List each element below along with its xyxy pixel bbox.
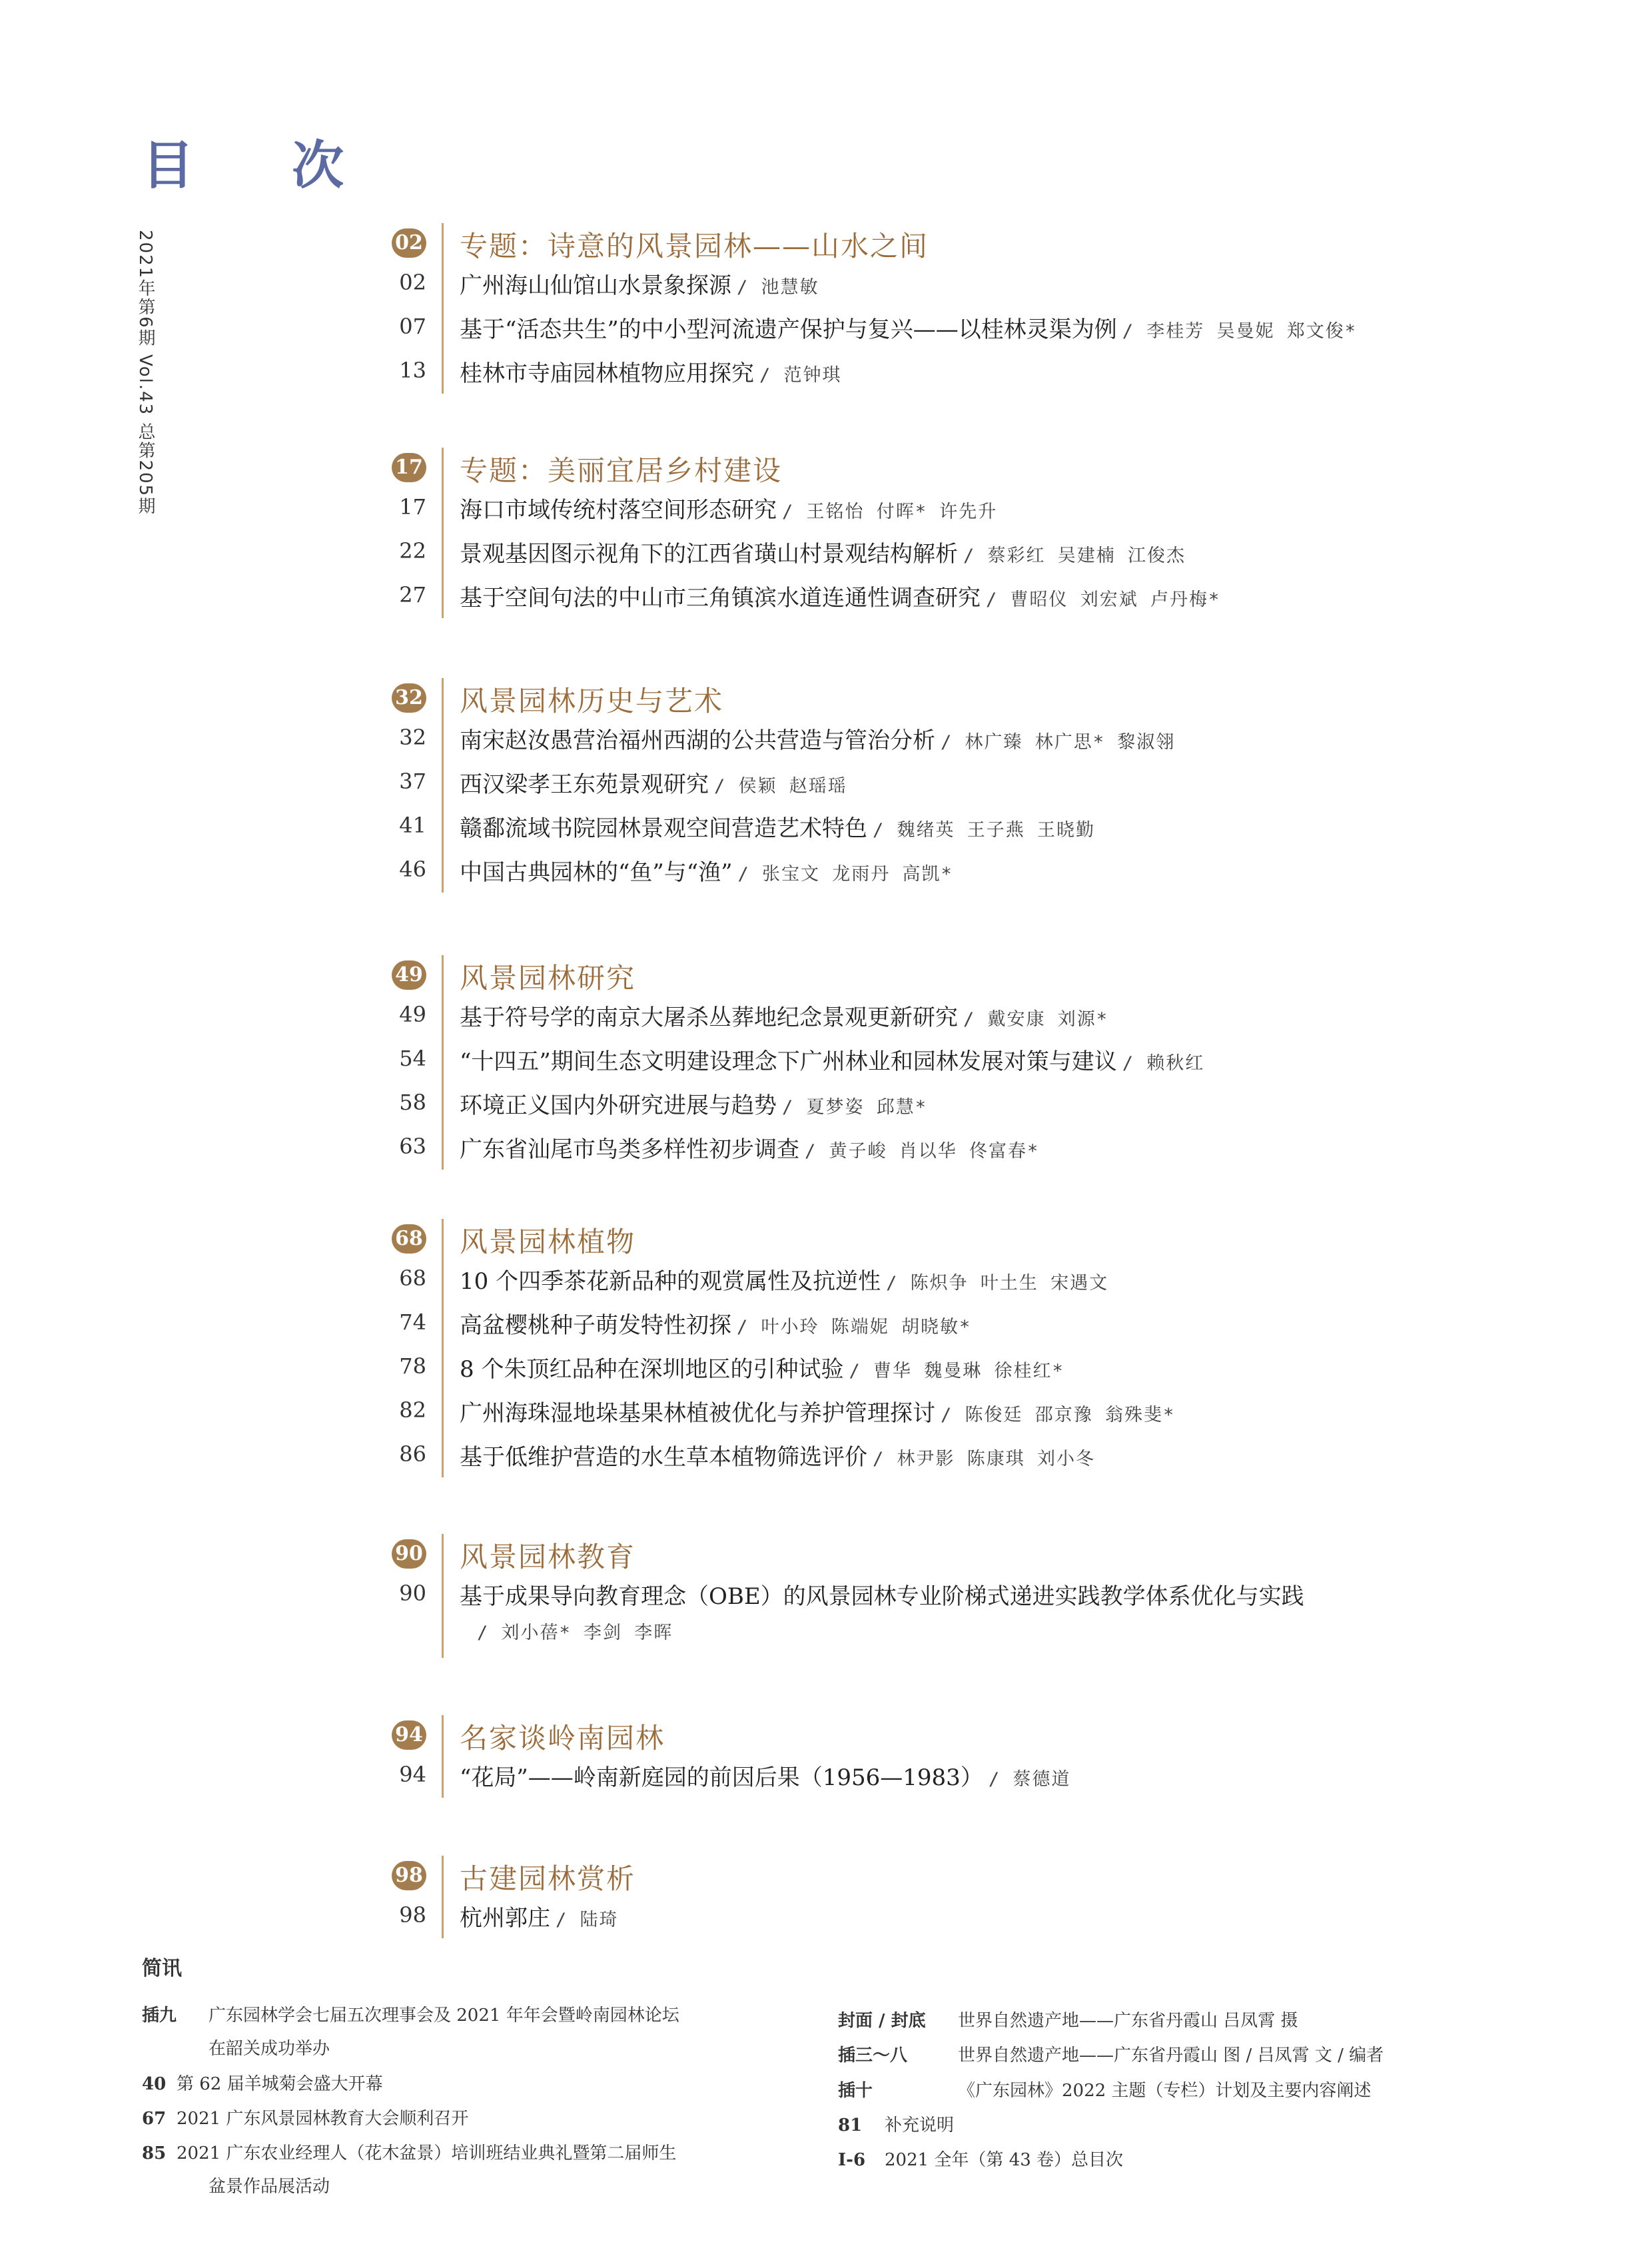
entry-title-text: 广州海山仙馆山水景象探源: [460, 272, 731, 299]
entry-title-text: 广东省汕尾市鸟类多样性初步调查: [460, 1136, 799, 1163]
section-rule: [442, 1219, 444, 1477]
section-rule: [442, 1534, 444, 1658]
brief-text: 广东园林学会七届五次理事会及 2021 年年会暨岭南园林论坛: [208, 2006, 679, 2026]
entry-title: [460, 766, 847, 799]
section-header: [0, 1534, 1652, 1574]
section-header: [0, 1715, 1652, 1755]
entry-title: [460, 267, 819, 300]
toc-entry[interactable]: [0, 1348, 1652, 1388]
brief-text: 在韶关成功举办: [208, 2039, 330, 2059]
section-title: 风景园林研究: [460, 962, 636, 994]
entry-page-number: 98: [399, 1902, 426, 1928]
entry-title-text: “花局”——岭南新庭园的前因后果（1956—1983）: [460, 1764, 983, 1791]
entry-authors: / 张宝文 龙雨丹 高凯*: [737, 864, 953, 885]
section-header: [0, 223, 1652, 263]
brief-label: 插九: [142, 2006, 177, 2026]
brief-item-right: [838, 2077, 1371, 2101]
toc-entry[interactable]: [0, 1260, 1652, 1300]
entry-title: [460, 1263, 1108, 1296]
entry-page-number: 54: [399, 1046, 426, 1071]
brief-item-left: [142, 2002, 679, 2026]
toc-entry[interactable]: [0, 763, 1652, 803]
entry-authors: / 李桂芳 吴曼妮 郑文俊*: [1122, 321, 1358, 342]
entry-title: [460, 1087, 927, 1120]
section-title: 名家谈岭南园林: [460, 1722, 665, 1754]
toc-entry[interactable]: [0, 1756, 1652, 1796]
brief-text: 2021 广东风景园林教育大会顺利召开: [177, 2109, 469, 2129]
entry-title-text: 广州海珠湿地垛基果林植被优化与养护管理探讨: [460, 1400, 935, 1427]
entry-title: [460, 1131, 1039, 1164]
section-header: [0, 1219, 1652, 1259]
entry-title-text: 10 个四季茶花新品种的观赏属性及抗逆性: [460, 1268, 881, 1295]
section-rule: [442, 223, 444, 394]
entry-title-text: 基于成果导向教育理念（OBE）的风景园林专业阶梯式递进实践教学体系优化与实践: [460, 1583, 1304, 1610]
entry-authors: / 刘小蓓* 李剑 李晖: [477, 1623, 673, 1643]
entry-title: [460, 854, 953, 887]
entry-title: [460, 355, 842, 388]
section-title: 风景园林植物: [460, 1226, 636, 1258]
issue-info: 2021年第6期 Vol.43 总第205期: [135, 230, 155, 516]
entry-title-text: 西汉梁孝王东苑景观研究: [460, 771, 709, 798]
entry-title: [460, 999, 1108, 1032]
toc-entry[interactable]: [0, 533, 1652, 573]
section-header: [0, 448, 1652, 488]
entry-page-number: 58: [399, 1090, 426, 1115]
entry-page-number: 63: [399, 1134, 426, 1159]
section-page-badge: 49: [392, 960, 426, 990]
entry-authors: / 曹昭仪 刘宏斌 卢丹梅*: [986, 589, 1221, 610]
section-rule: [442, 1715, 444, 1798]
entry-authors: / 蔡德道: [988, 1769, 1071, 1790]
entry-authors: / 池慧敏: [737, 277, 819, 298]
entry-title: [460, 1900, 619, 1932]
entry-page-number: 13: [399, 358, 426, 383]
entry-title: [460, 810, 1095, 843]
entry-title-text: 环境正义国内外研究进展与趋势: [460, 1092, 777, 1119]
section-rule: [442, 448, 444, 618]
entry-authors: / 戴安康 刘源*: [963, 1009, 1109, 1030]
entry-title-text: 景观基因图示视角下的江西省璜山村景观结构解析: [460, 541, 958, 567]
entry-title: [460, 1043, 1204, 1076]
brief-text: 《广东园林》2022 主题（专栏）计划及主要内容阐述: [958, 2081, 1372, 2101]
entry-title: [460, 1439, 1095, 1471]
entry-authors: / 叶小玲 陈端妮 胡晓敏*: [737, 1317, 972, 1337]
page-title: 目 次: [142, 135, 384, 196]
toc-entry[interactable]: [0, 1128, 1652, 1168]
entry-title-text: “十四五”期间生态文明建设理念下广州林业和园林发展对策与建议: [460, 1048, 1117, 1075]
entry-authors: / 赖秋红: [1122, 1053, 1205, 1074]
toc-entry[interactable]: [0, 489, 1652, 529]
entry-title: [460, 1759, 1070, 1792]
brief-item-left: [142, 2173, 330, 2197]
entry-authors: / 曹华 魏曼琳 徐桂红*: [849, 1361, 1064, 1381]
entry-page-number: 22: [399, 538, 426, 563]
entry-title: [460, 1307, 971, 1339]
section-rule: [442, 955, 444, 1170]
briefs-heading: 简讯: [142, 1957, 182, 1980]
entry-page-number: 78: [399, 1353, 426, 1379]
entry-authors: / 范钟琪: [759, 365, 842, 386]
section-page-badge: 68: [392, 1224, 426, 1254]
entry-authors: / 黄子峻 肖以华 佟富春*: [805, 1141, 1040, 1162]
section-title: 古建园林赏析: [460, 1862, 636, 1895]
brief-text: 盆景作品展活动: [208, 2177, 330, 2197]
entry-page-number: 37: [399, 769, 426, 794]
section-page-badge: 32: [392, 683, 426, 713]
section-header: [0, 678, 1652, 718]
toc-entry[interactable]: [0, 719, 1652, 759]
brief-text: 世界自然遗产地——广东省丹霞山 图 / 吕凤霄 文 / 编者: [958, 2046, 1384, 2065]
entry-title: [460, 579, 1220, 612]
toc-entry[interactable]: [0, 1304, 1652, 1344]
entry-title-text: 桂林市寺庙园林植物应用探究: [460, 360, 754, 387]
brief-text: 补充说明: [885, 2115, 955, 2135]
entry-page-number: 68: [399, 1266, 426, 1291]
entry-authors: / 侯颖 赵瑶瑶: [714, 776, 847, 797]
section-page-badge: 90: [392, 1539, 426, 1569]
brief-label: 插三～八: [838, 2046, 908, 2065]
brief-label: 67: [142, 2109, 167, 2129]
section-header: [0, 1856, 1652, 1896]
toc-entry[interactable]: [0, 308, 1652, 348]
section-header: [0, 955, 1652, 995]
entry-title-text: 8 个朱顶红品种在深圳地区的引种试验: [460, 1356, 844, 1383]
entry-authors: / 蔡彩红 吴建楠 江俊杰: [963, 546, 1186, 566]
toc-entry[interactable]: [0, 1392, 1652, 1432]
entry-title: [460, 722, 1175, 755]
entry-page-number: 32: [399, 725, 426, 750]
entry-title: [460, 1578, 1304, 1611]
entry-page-number: 86: [399, 1441, 426, 1467]
entry-authors: / 夏梦姿 邱慧*: [782, 1097, 928, 1118]
entry-page-number: 17: [399, 494, 426, 520]
toc-entry[interactable]: [0, 1575, 1652, 1655]
brief-text: 世界自然遗产地——广东省丹霞山 吕凤霄 摄: [958, 2011, 1298, 2031]
entry-title: [460, 311, 1357, 344]
section-title: 风景园林教育: [460, 1541, 636, 1573]
section-page-badge: 94: [392, 1720, 426, 1750]
entry-page-number: 74: [399, 1309, 426, 1335]
brief-label: 40: [142, 2074, 167, 2094]
toc-entry[interactable]: [0, 996, 1652, 1036]
entry-title: [460, 492, 997, 524]
section-page-badge: 02: [392, 228, 426, 258]
entry-authors: / 林广臻 林广思* 黎淑翎: [941, 732, 1176, 753]
entry-page-number: 02: [399, 270, 426, 295]
brief-text: 第 62 届羊城菊会盛大开幕: [177, 2074, 383, 2094]
brief-item-right: [838, 2111, 954, 2136]
section-title: 专题：诗意的风景园林——山水之间: [460, 230, 929, 262]
entry-title-text: 基于符号学的南京大屠杀丛葬地纪念景观更新研究: [460, 1004, 958, 1031]
toc-entry[interactable]: [0, 1040, 1652, 1080]
brief-text: 2021 全年（第 43 卷）总目次: [885, 2150, 1124, 2170]
toc-entry[interactable]: [0, 807, 1652, 847]
section-rule: [442, 1856, 444, 1938]
toc-entry[interactable]: [0, 1436, 1652, 1476]
entry-title-text: 南宋赵汝愚营治福州西湖的公共营造与管治分析: [460, 727, 935, 754]
entry-title-text: 基于“活态共生”的中小型河流遗产保护与复兴——以桂林灵渠为例: [460, 316, 1117, 343]
section-page-badge: 17: [392, 453, 426, 482]
entry-title: [460, 1351, 1064, 1383]
brief-item-left: [142, 2070, 383, 2095]
entry-title-text: 中国古典园林的“鱼”与“渔”: [460, 859, 733, 886]
entry-title-text: 基于空间句法的中山市三角镇滨水道连通性调查研究: [460, 585, 981, 611]
entry-authors: / 陈俊廷 邵京豫 翁殊斐*: [941, 1405, 1176, 1425]
entry-page-number: 82: [399, 1397, 426, 1423]
section-title: 风景园林历史与艺术: [460, 685, 724, 717]
toc-entry[interactable]: [0, 352, 1652, 392]
section-rule: [442, 678, 444, 893]
brief-item-right: [838, 2146, 1123, 2171]
entry-authors: / 陆琦: [556, 1910, 619, 1930]
toc-entry[interactable]: [0, 851, 1652, 891]
brief-label: 插十: [838, 2081, 873, 2101]
entry-page-number: 90: [399, 1581, 426, 1606]
entry-authors: / 陈炽争 叶土生 宋遇文: [886, 1273, 1109, 1294]
brief-item-left: [142, 2105, 468, 2129]
brief-item-right: [838, 2007, 1298, 2032]
toc-entry[interactable]: [0, 264, 1652, 304]
section-page-badge: 98: [392, 1861, 426, 1890]
entry-authors: / 王铭怡 付晖* 许先升: [782, 502, 998, 522]
brief-label: 81: [838, 2115, 863, 2135]
brief-item-left: [142, 2139, 676, 2164]
entry-title-text: 海口市域传统村落空间形态研究: [460, 497, 777, 524]
brief-label: 85: [142, 2143, 167, 2163]
entry-title-text: 基于低维护营造的水生草本植物筛选评价: [460, 1444, 867, 1471]
entry-title: [460, 1395, 1175, 1427]
toc-entry[interactable]: [0, 1897, 1652, 1937]
entry-title-text: 赣鄱流域书院园林景观空间营造艺术特色: [460, 815, 867, 842]
entry-title-text: 高盆樱桃种子萌发特性初探: [460, 1312, 731, 1339]
entry-page-number: 41: [399, 813, 426, 838]
toc-entry[interactable]: [0, 1084, 1652, 1124]
brief-label: 封面 / 封底: [838, 2011, 926, 2031]
entry-title-text: 杭州郭庄: [460, 1905, 550, 1932]
entry-page-number: 27: [399, 582, 426, 607]
section-title: 专题：美丽宜居乡村建设: [460, 454, 783, 487]
toc-entry[interactable]: [0, 577, 1652, 617]
entry-page-number: 46: [399, 857, 426, 882]
brief-label: I-6: [838, 2150, 866, 2170]
entry-page-number: 07: [399, 314, 426, 339]
entry-authors: / 林尹影 陈康琪 刘小冬: [873, 1449, 1096, 1469]
brief-item-right: [838, 2042, 1384, 2066]
entry-page-number: 49: [399, 1002, 426, 1027]
entry-page-number: 94: [399, 1762, 426, 1787]
entry-title: [460, 536, 1186, 568]
brief-item-left: [142, 2035, 330, 2059]
entry-authors: / 魏绪英 王子燕 王晓勤: [873, 820, 1096, 841]
brief-text: 2021 广东农业经理人（花木盆景）培训班结业典礼暨第二届师生: [177, 2143, 677, 2163]
